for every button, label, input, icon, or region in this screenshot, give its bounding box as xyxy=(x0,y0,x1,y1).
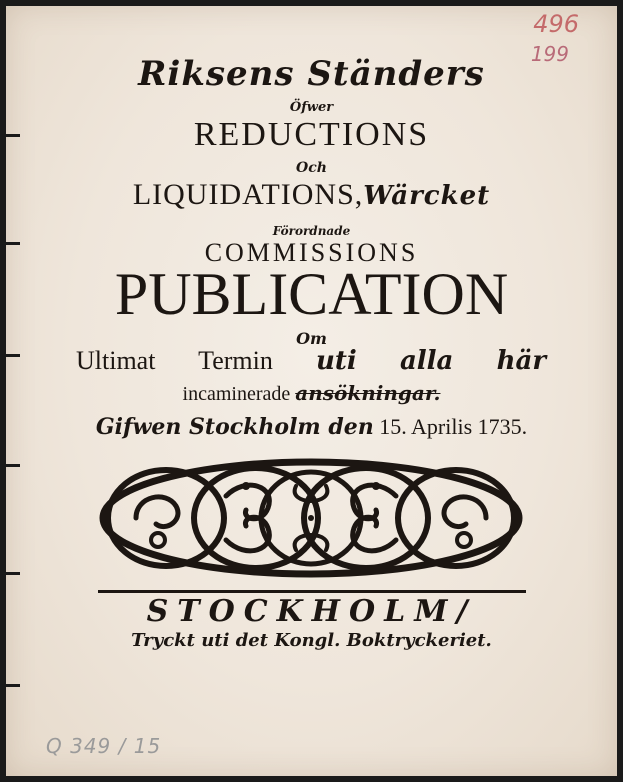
body-word: Termin xyxy=(198,346,273,375)
ms-number-second: 199 xyxy=(530,42,569,66)
shelfmark: Q 349 / 15 xyxy=(46,734,162,758)
binding-hole xyxy=(6,572,20,575)
title-line-2: Öfwer xyxy=(289,100,334,115)
body-line-1 xyxy=(76,346,546,376)
body-word: alla xyxy=(399,346,454,376)
title-line-5 xyxy=(6,178,617,212)
body-word: Ultimat xyxy=(76,346,156,375)
title-line-3: REDUCTIONS xyxy=(193,116,430,153)
title-line-5-blackletter: Wärcket xyxy=(363,181,491,211)
document-page xyxy=(6,6,617,776)
title-line-4: Och xyxy=(296,160,327,176)
printers-ornament xyxy=(96,456,526,580)
title-line-5-roman: LIQUIDATIONS, xyxy=(132,178,364,211)
binding-hole xyxy=(6,684,20,687)
date-line xyxy=(6,414,617,440)
title-line-9: Om xyxy=(296,329,327,348)
body-line-2 xyxy=(6,381,617,406)
ms-number-top: 496 xyxy=(533,10,579,38)
body-word: uti xyxy=(316,346,357,376)
imprint-city: STOCKHOLM/ xyxy=(146,594,477,629)
binding-hole xyxy=(6,464,20,467)
title-line-7: COMMISSIONS xyxy=(204,238,419,267)
body-word: incaminerade xyxy=(182,383,291,405)
binding-hole xyxy=(6,354,20,357)
title-line-1: Riksens Ständers xyxy=(138,54,485,94)
date-place: Gifwen Stockholm den xyxy=(95,414,374,440)
imprint-printer: Tryckt uti det Kongl. Boktryckeriet. xyxy=(131,630,492,651)
imprint-rule xyxy=(98,590,526,593)
body-word: ansökningar. xyxy=(295,381,441,405)
title-main: PUBLICATION xyxy=(114,261,509,327)
date-value: 15. Aprilis 1735. xyxy=(379,414,528,439)
title-line-6: Förordnade xyxy=(272,224,351,238)
body-word: här xyxy=(496,346,547,376)
